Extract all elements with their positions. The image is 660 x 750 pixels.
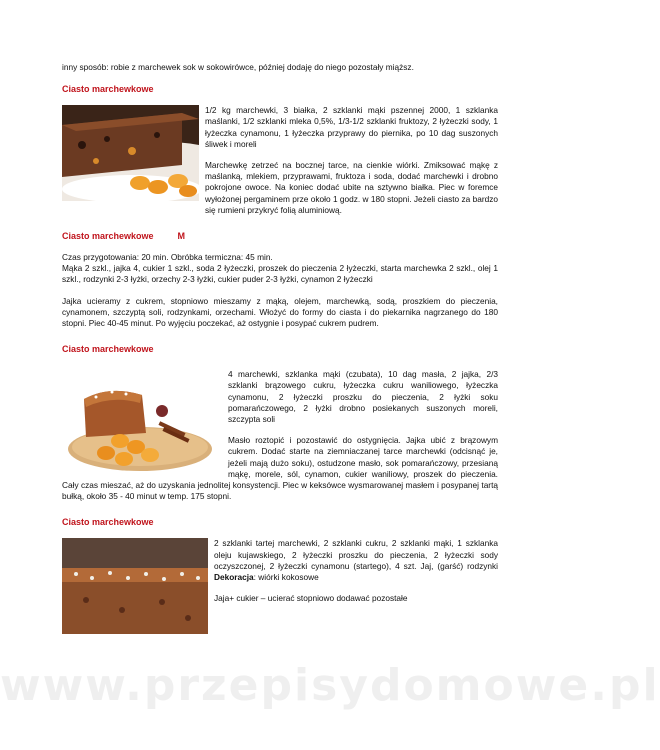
recipe-4-ingredients-text: 2 szklanki tartej marchewki, 2 szklanki cukru, 2 szklanki mąki, 1 szklanka oleju kujawskiego, 2 łyżeczki proszku do pieczenia, 2 łyżeczki sody oczyszczonej, 2 łyżeczki cynamonu (startego), 4 szt. Jaj, (garść) rodzynki bbox=[214, 538, 498, 571]
recipe-3-method: Masło roztopić i pozostawić do ostygnięcia. Jajka ubić z brązowym cukrem. Dodać starte na ziemniaczanej tarce marchewki (odcisnąć je, jeżeli mają dużo soku), ostudzone masło, sok pomarańczowy, przesianą mąkę, morele, sól, cynamon, cukier waniliowy, proszek do pieczenia. Cały czas mieszać, aż do uzyskania jednolitej konsystencji. Piec w keksówce wysmarowanej masłem i posypanej tartą bułką, około 35 - 40 minut w temp. 175 stopni. bbox=[62, 435, 498, 502]
recipe-1 bbox=[62, 83, 498, 216]
recipe-2-tag: M bbox=[177, 231, 186, 242]
recipe-2-heading bbox=[62, 230, 498, 242]
recipe-3-ingredients: 4 marchewki, szklanka mąki (czubata), 10 dag masła, 2 jajka, 2/3 szklanki brązowego cukru, łyżeczka cukru waniliowego, łyżeczka cynamonu, 2 łyżeczki proszku do pieczenia, 2 łyżki soku pomarańczowego, 2 łyżki drobno posiekanych suszonych moreli, szczypta soli bbox=[228, 369, 498, 425]
carrot-cake-photo-3 bbox=[62, 538, 208, 634]
recipe-3-title: Ciasto marchewkowe bbox=[62, 344, 154, 355]
recipe-2-title: Ciasto marchewkowe bbox=[62, 231, 154, 242]
recipe-4-title: Ciasto marchewkowe bbox=[62, 517, 154, 528]
recipe-2-method: Jajka ucieramy z cukrem, stopniowo mieszamy z mąką, olejem, marchewką, sodą, proszkiem do pieczenia, cynamonem, szczyptą soli, rodzynkami, orzechami. Włożyć do formy do ciasta i do piekarnika nagrzanego do 180 stopni. Piec 40-45 minut. Po wyjęciu poczekać, aż ostygnie i posypać cukrem pudrem. bbox=[62, 295, 498, 329]
recipe-4-decoration-label: Dekoracja bbox=[214, 572, 254, 583]
carrot-cake-photo-1 bbox=[62, 105, 199, 201]
recipe-2 bbox=[62, 230, 498, 329]
recipe-4-method: Jaja+ cukier – ucierać stopniowo dodawać pozostałe bbox=[214, 593, 408, 604]
recipe-4 bbox=[62, 516, 498, 604]
recipe-3 bbox=[62, 343, 498, 502]
recipe-1-method: Marchewkę zetrzeć na bocznej tarce, na cienkie wiórki. Zmiksować mąkę z maślanką, mlekiem, przyprawami, fruktoza i soda, dodać marchewki i drobno pokrojone owoce. Na koniec dodać ubite na sztywno białka. Piec w foremce wyłożonej pergaminem prze około 1 godz. w 180 stopni. Jeżeli ciasto za bardzo się rumieni przykryć folią aluminiową. bbox=[205, 160, 498, 215]
recipe-1-title: Ciasto marchewkowe bbox=[62, 84, 154, 95]
recipe-2-ingredients: Mąka 2 szkl., jajka 4, cukier 1 szkl., soda 2 łyżeczki, proszek do pieczenia 2 łyżeczki, starta marchewka 2 szkl., olej 1 szkl., rodzynki 2-3 łyżki, orzechy 2-3 łyżki, cukier puder 2-3 łyżki, cynamon 2 łyżeczki bbox=[62, 263, 498, 285]
carrot-cake-photo-2 bbox=[62, 377, 212, 473]
intro-text: inny sposób: robie z marchewek sok w sokowirówce, później dodaję do niego pozostały miąższ. bbox=[62, 62, 414, 72]
recipe-1-ingredients: 1/2 kg marchewki, 3 białka, 2 szklanki mąki pszennej 2000, 1 szklanka maślanki, 1/2 szklanki mleka 0,5%, 1/3-1/2 szklanki fruktozy, 2 łyżeczki sody, 1 łyżeczka cynamonu, 1 łyżeczka przyprawy do piernika, po 10 dag suszonych śliwek i moreli bbox=[205, 105, 498, 149]
watermark: www.przepisydomowe.pl bbox=[0, 660, 660, 711]
recipe-4-decoration: : wiórki kokosowe bbox=[253, 572, 319, 583]
recipe-2-time: Czas przygotowania: 20 min. Obróbka termiczna: 45 min. bbox=[62, 252, 273, 263]
document-page bbox=[62, 62, 498, 638]
